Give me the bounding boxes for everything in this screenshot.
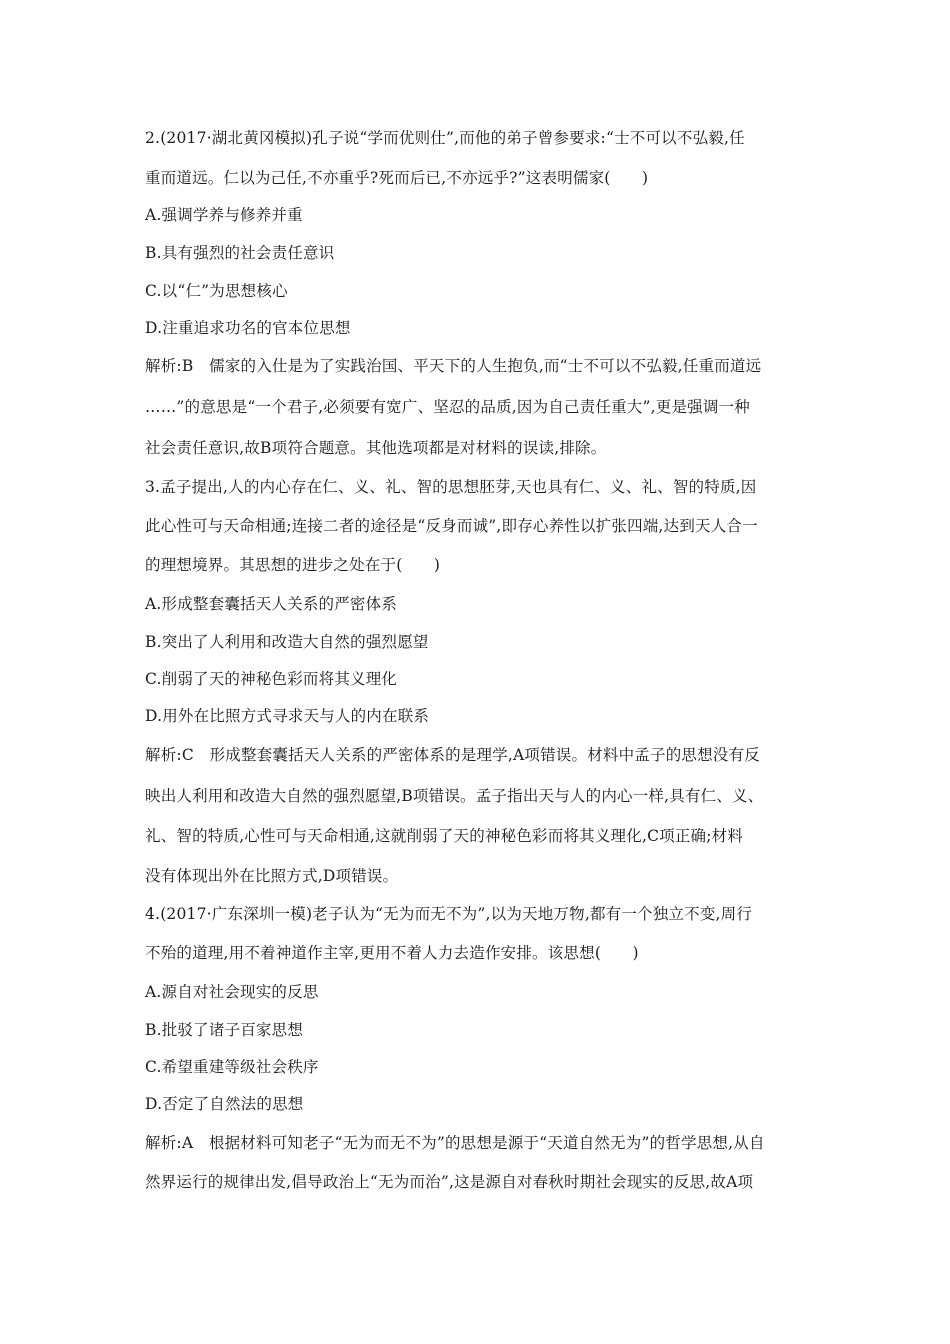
text-line: 2.(2017·湖北黄冈模拟)孔子说“学而优则仕”,而他的弟子曾参要求:“士不可以不弘毅,任 — [145, 129, 745, 147]
option-line: A.强调学养与修养并重 — [145, 206, 303, 224]
text-line: 解析:B 儒家的入仕是为了实践治国、平天下的人生抱负,而“士不可以不弘毅,任重而道远 — [145, 357, 762, 375]
text-line: 没有体现出外在比照方式,D项错误。 — [145, 867, 399, 885]
option-line: B.突出了人利用和改造大自然的强烈愿望 — [145, 633, 429, 651]
text-line: 映出人利用和改造大自然的强烈愿望,B项错误。孟子指出天与人的内心一样,具有仁、义、 — [145, 787, 764, 805]
text-line: 社会责任意识,故B项符合题意。其他选项都是对材料的误读,排除。 — [145, 439, 607, 457]
text-line: 的理想境界。其思想的进步之处在于( ) — [145, 556, 441, 574]
text-line: 解析:A 根据材料可知老子“无为而无不为”的思想是源于“天道自然无为”的哲学思想,从自 — [145, 1134, 765, 1152]
option-line: A.形成整套囊括天人关系的严密体系 — [145, 595, 398, 613]
option-line: D.否定了自然法的思想 — [145, 1095, 304, 1113]
text-line: 3.孟子提出,人的内心存在仁、义、礼、智的思想胚芽,天也具有仁、义、礼、智的特质,因 — [145, 478, 757, 496]
option-line: C.削弱了天的神秘色彩而将其义理化 — [145, 670, 398, 688]
text-line: 4.(2017·广东深圳一模)老子认为“无为而无不为”,以为天地万物,都有一个独立不变,周行 — [145, 905, 753, 923]
text-line: 然界运行的规律出发,倡导政治上“无为而治”,这是源自对春秋时期社会现实的反思,故A项 — [145, 1173, 754, 1191]
text-line: ……”的意思是“一个君子,必须要有宽广、坚忍的品质,因为自己责任重大”,更是强调一种 — [145, 398, 750, 416]
option-line: A.源自对社会现实的反思 — [145, 983, 319, 1001]
option-line: D.用外在比照方式寻求天与人的内在联系 — [145, 707, 430, 725]
text-line: 此心性可与天命相通;连接二者的途径是“反身而诚”,即存心养性以扩张四端,达到天人合一 — [145, 517, 758, 535]
text-line: 礼、智的特质,心性可与天命相通,这就削弱了天的神秘色彩而将其义理化,C项正确;材料 — [145, 827, 744, 845]
text-line: 重而道远。仁以为己任,不亦重乎?死而后已,不亦远乎?”这表明儒家( ) — [145, 169, 649, 187]
text-line: 不殆的道理,用不着神道作主宰,更用不着人力去造作安排。该思想( ) — [145, 944, 639, 962]
option-line: C.希望重建等级社会秩序 — [145, 1058, 319, 1076]
text-line: 解析:C 形成整套囊括天人关系的严密体系的是理学,A项错误。材料中孟子的思想没有反 — [145, 746, 760, 764]
option-line: B.批驳了诸子百家思想 — [145, 1021, 304, 1039]
option-line: C.以“仁”为思想核心 — [145, 282, 288, 300]
option-line: B.具有强烈的社会责任意识 — [145, 244, 335, 262]
option-line: D.注重追求功名的官本位思想 — [145, 319, 351, 337]
